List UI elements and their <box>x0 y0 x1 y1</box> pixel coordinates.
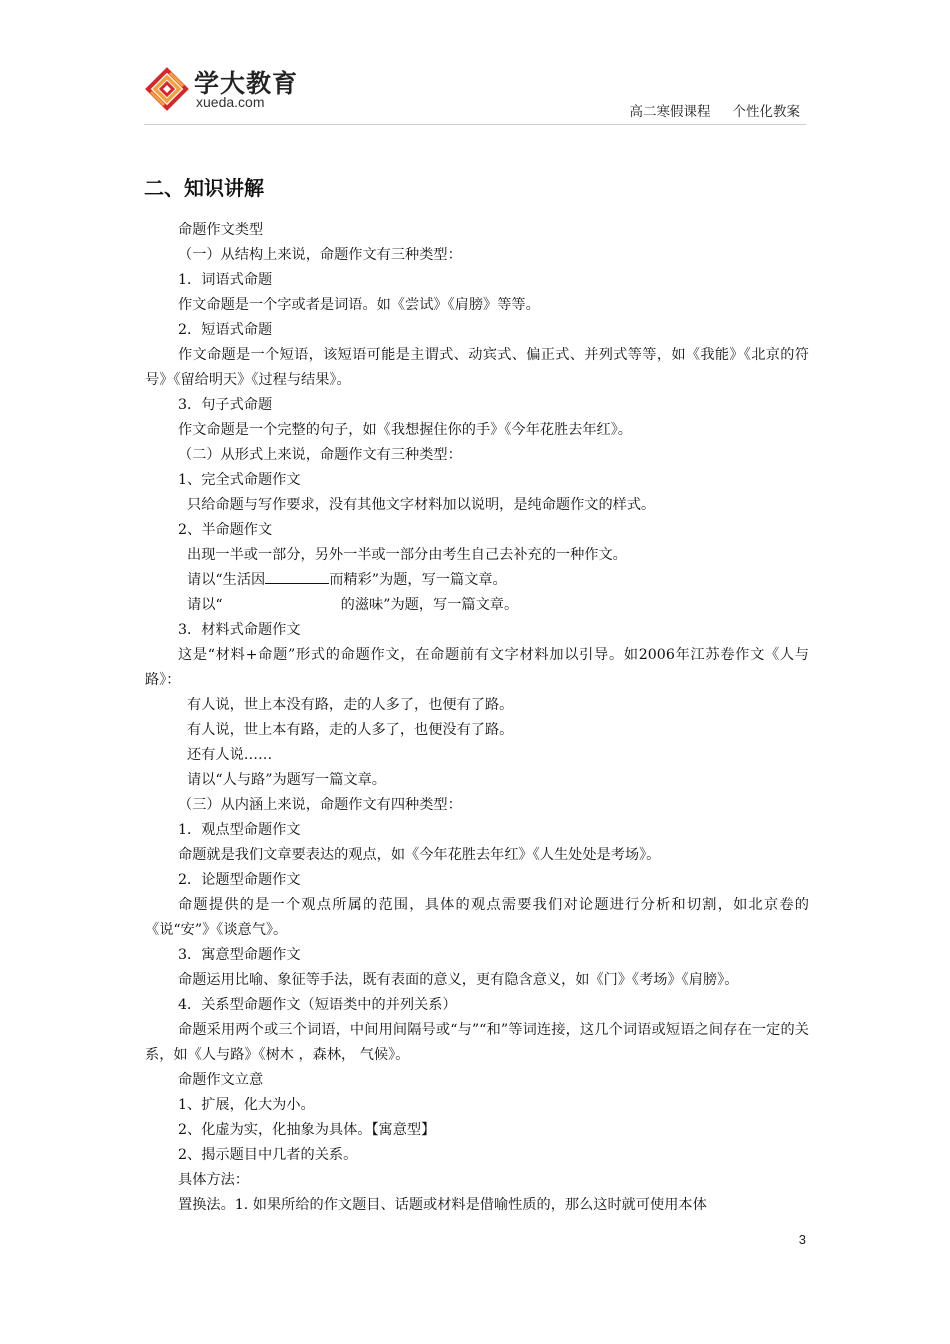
item-complete-type: 1、完全式命题作文 <box>178 472 301 488</box>
example-text: 的滋味”为题，写一篇文章。 <box>340 597 519 613</box>
text-paragraph: 命题提供的是一个观点所属的范围，具体的观点需要我们对论题进行分析和切割，如北京卷的《说“安”》《谈意气》。 <box>145 897 809 938</box>
item-half-type: 2、半命题作文 <box>178 522 273 538</box>
example-text: 而精彩”为题，写一篇文章。 <box>329 572 507 588</box>
header-course: 高二寒假课程 <box>629 104 711 120</box>
example-fill-blank-2 <box>145 593 809 618</box>
header-divider <box>144 124 806 125</box>
quote-line: 还有人说…… <box>187 747 273 763</box>
example-fill-blank-1 <box>145 568 809 593</box>
text-line: 出现一半或一部分，另外一半或一部分由考生自己去补充的一种作文。 <box>187 547 627 563</box>
quote-line: 有人说，世上本有路，走的人多了，也便没有了路。 <box>187 722 514 738</box>
item-viewpoint-type: 1．观点型命题作文 <box>178 822 301 838</box>
text-paragraph: 这是“材料+命题”形式的命题作文，在命题前有文字材料加以引导。如2006年江苏卷作文《人与路》： <box>145 647 809 688</box>
quote-line: 有人说，世上本没有路，走的人多了，也便有了路。 <box>187 697 514 713</box>
subheading-form: （二）从形式上来说，命题作文有三种类型： <box>178 447 462 463</box>
quote-line: 请以“人与路”为题写一篇文章。 <box>187 772 386 788</box>
header-course-info <box>630 100 801 120</box>
xueda-logo-icon <box>144 66 190 112</box>
item-allegory-type: 3．寓意型命题作文 <box>178 947 301 963</box>
subheading-structure: （一）从结构上来说，命题作文有三种类型： <box>178 247 462 263</box>
list-item: 1、扩展，化大为小。 <box>178 1097 315 1113</box>
text-line: 命题运用比喻、象征等手法，既有表面的意义，更有隐含意义，如《门》《考场》《肩膀》。 <box>178 972 739 988</box>
example-text: 请以“生活因 <box>187 572 266 588</box>
heading-methods: 具体方法： <box>178 1172 249 1188</box>
text-line: 置换法。1. 如果所给的作文题目、话题或材料是借喻性质的，那么这时就可使用本体 <box>178 1197 707 1213</box>
list-item: 2、化虚为实，化抽象为具体。【寓意型】 <box>178 1122 436 1138</box>
item-word-type: 1．词语式命题 <box>178 272 273 288</box>
text-paragraph: 命题采用两个或三个词语，中间用间隔号或“与”“和”等词连接，这几个词语或短语之间存在一定的关系，如《人与路》《树木 ，森林， 气候》。 <box>145 1022 809 1063</box>
fill-blank <box>265 569 329 584</box>
text-line: 只给命题与写作要求，没有其他文字材料加以说明，是纯命题作文的样式。 <box>187 497 656 513</box>
text-line: 作文命题是一个字或者是词语。如《尝试》《肩膀》等等。 <box>178 297 540 313</box>
section-title: 二、知识讲解 <box>144 176 264 200</box>
logo-domain: xueda.com <box>196 94 265 110</box>
subheading-connotation: （三）从内涵上来说，命题作文有四种类型： <box>178 797 462 813</box>
text-line: 作文命题是一个完整的句子，如《我想握住你的手》《今年花胜去年红》。 <box>178 422 632 438</box>
item-phrase-type: 2．短语式命题 <box>178 322 273 338</box>
item-relation-type: 4．关系型命题作文（短语类中的并列关系） <box>178 997 457 1013</box>
list-item: 2、揭示题目中几者的关系。 <box>178 1147 358 1163</box>
page-number: 3 <box>798 1232 806 1247</box>
heading-proposition-types: 命题作文类型 <box>178 222 264 238</box>
text-paragraph: 作文命题是一个短语，该短语可能是主谓式、动宾式、偏正式、并列式等等，如《我能》《北京的符号》《留给明天》《过程与结果》。 <box>145 347 809 388</box>
header-doc-type: 个性化教案 <box>732 104 800 120</box>
item-sentence-type: 3．句子式命题 <box>178 397 273 413</box>
document-body <box>145 218 809 1218</box>
example-text: 请以“ <box>187 597 223 613</box>
xueda-logo <box>144 64 304 116</box>
text-line: 命题就是我们文章要表达的观点，如《今年花胜去年红》《人生处处是考场》。 <box>178 847 661 863</box>
heading-proposition-intent: 命题作文立意 <box>178 1072 264 1088</box>
item-material-type: 3．材料式命题作文 <box>178 622 301 638</box>
logo-chinese-name: 学大教育 <box>194 69 299 98</box>
item-topic-type: 2．论题型命题作文 <box>178 872 301 888</box>
